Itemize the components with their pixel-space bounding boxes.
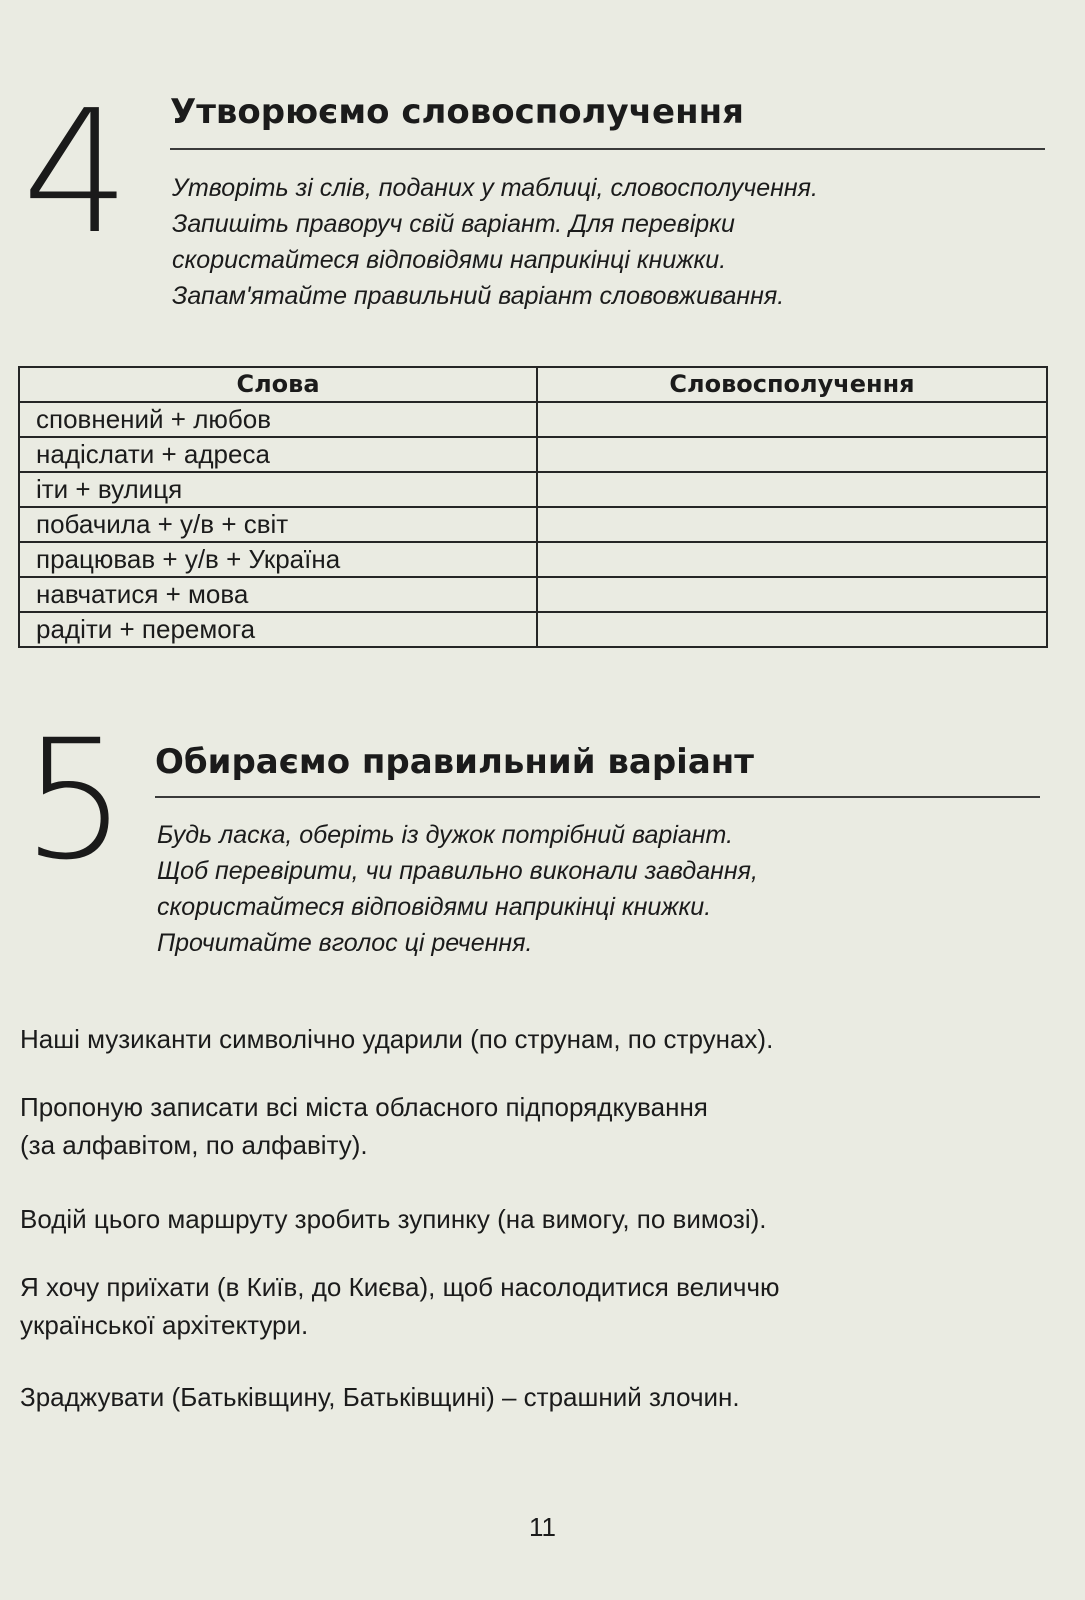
instruction-line: скористайтеся відповідями наприкінці книжки.: [172, 246, 727, 274]
table-row: [19, 472, 1047, 507]
answer-cell[interactable]: [537, 577, 1047, 612]
table-header-row: [19, 367, 1047, 402]
instruction-line: Утворіть зі слів, поданих у таблиці, словосполучення.: [172, 174, 818, 202]
table-row: [19, 577, 1047, 612]
instruction-line: Щоб перевірити, чи правильно виконали завдання,: [157, 857, 758, 885]
sentence-line: Пропоную записати всі міста обласного підпорядкування: [20, 1092, 708, 1122]
exercise-sentence: [20, 1020, 1065, 1058]
exercise-4-title: Утворюємо словосполучення: [170, 92, 744, 132]
words-cell: працював + у/в + Україна: [19, 542, 537, 577]
table-row: [19, 612, 1047, 647]
answer-cell[interactable]: [537, 542, 1047, 577]
instruction-line: Запишіть праворуч свій варіант. Для перевірки: [172, 210, 735, 238]
sentence-line: української архітектури.: [20, 1310, 309, 1340]
sentence-line: Наші музиканти символічно ударили (по струнам, по струнах).: [20, 1024, 774, 1054]
exercise-5-divider: [155, 796, 1040, 798]
exercise-sentence: [20, 1200, 1065, 1238]
sentence-line: (за алфавітом, по алфавіту).: [20, 1130, 368, 1160]
exercise-4-instructions: [172, 170, 818, 314]
words-cell: іти + вулиця: [19, 472, 537, 507]
header-combinations: Словосполучення: [537, 367, 1047, 402]
answer-cell[interactable]: [537, 437, 1047, 472]
instruction-line: Будь ласка, оберіть із дужок потрібний варіант.: [157, 821, 734, 849]
table-row: [19, 542, 1047, 577]
page-number: 11: [529, 1512, 556, 1542]
table-row: [19, 507, 1047, 542]
words-cell: сповнений + любов: [19, 402, 537, 437]
answer-cell[interactable]: [537, 612, 1047, 647]
words-cell: надіслати + адреса: [19, 437, 537, 472]
table-row: [19, 437, 1047, 472]
answer-cell[interactable]: [537, 402, 1047, 437]
exercise-5-instructions: [157, 817, 758, 961]
words-cell: побачила + у/в + світ: [19, 507, 537, 542]
answer-cell[interactable]: [537, 472, 1047, 507]
exercise-5-title: Обираємо правильний варіант: [155, 742, 754, 782]
exercise-4-number: 4: [22, 74, 131, 272]
exercise-5-number: 5: [22, 704, 127, 896]
instruction-line: Прочитайте вголос ці речення.: [157, 929, 533, 957]
sentence-line: Зраджувати (Батьківщину, Батьківщині) – страшний злочин.: [20, 1382, 740, 1412]
words-cell: навчатися + мова: [19, 577, 537, 612]
exercise-sentence: [20, 1378, 1065, 1416]
words-cell: радіти + перемога: [19, 612, 537, 647]
exercise-sentence: [20, 1088, 1065, 1164]
answer-cell[interactable]: [537, 507, 1047, 542]
exercise-sentence: [20, 1268, 1065, 1344]
instruction-line: скористайтеся відповідями наприкінці книжки.: [157, 893, 712, 921]
word-combination-table: [18, 366, 1048, 648]
exercise-4-divider: [170, 148, 1045, 150]
sentence-line: Я хочу приїхати (в Київ, до Києва), щоб насолодитися величчю: [20, 1272, 780, 1302]
sentence-line: Водій цього маршруту зробить зупинку (на вимогу, по вимозі).: [20, 1204, 767, 1234]
table-row: [19, 402, 1047, 437]
instruction-line: Запам'ятайте правильний варіант слововживання.: [172, 282, 785, 310]
header-words: Слова: [19, 367, 537, 402]
